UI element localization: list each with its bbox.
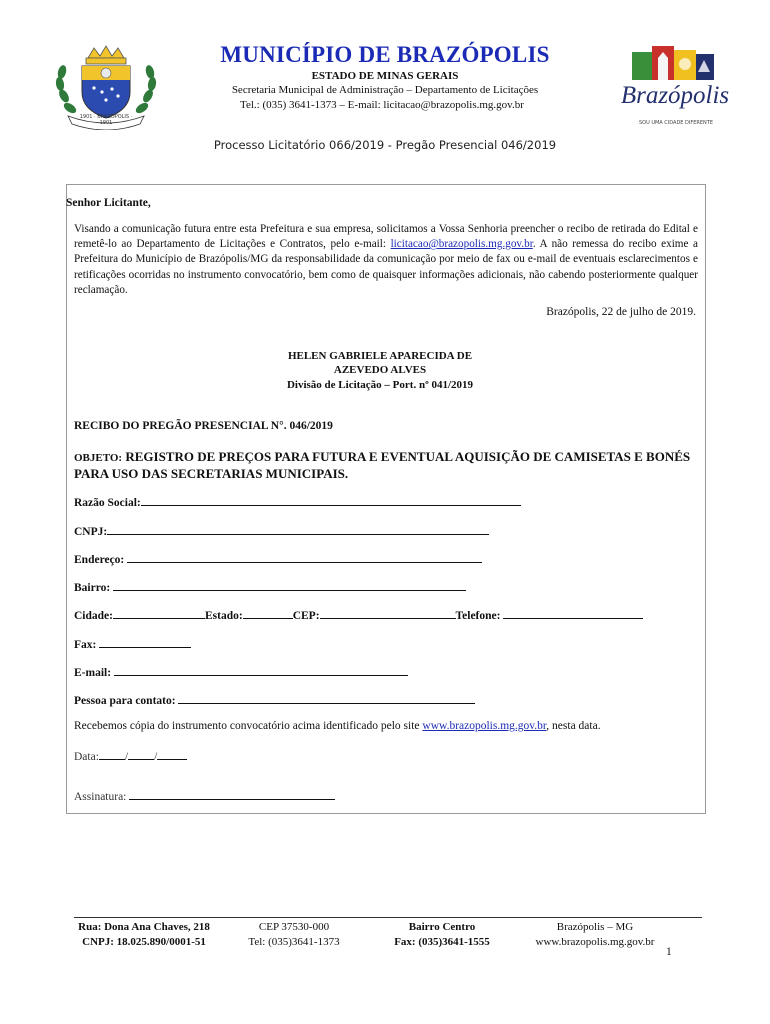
pessoa-contato-blank[interactable] (178, 692, 475, 704)
cidade-label: Cidade: (74, 610, 113, 622)
contact-line: Tel.: (035) 3641-1373 – E-mail: licitacao@brazopolis.mg.gov.br (240, 99, 524, 111)
signatory-name-line-1: HELEN GABRIELE APARECIDA DE (287, 350, 473, 362)
date-separator-1: / (124, 751, 129, 763)
bairro-label: Bairro: (74, 582, 111, 594)
razao-social-blank[interactable] (141, 494, 521, 506)
footer-city-name: Brazópolis – MG (556, 921, 634, 933)
state-name: ESTADO DE MINAS GERAIS (311, 70, 459, 82)
address-details-row (74, 607, 643, 622)
email-field[interactable] (74, 664, 408, 679)
date-month-blank[interactable] (128, 748, 154, 760)
note-text-1: Recebemos cópia do instrumento convocatório acima identificado pelo site (74, 720, 423, 732)
footer-cnpj: CNPJ: 18.025.890/0001-51 (82, 936, 206, 948)
footer-street: Rua: Dona Ana Chaves, 218 (78, 921, 210, 933)
logo-wordmark: Brazópolis (620, 82, 730, 109)
process-number: Processo Licitatório 066/2019 - Pregão Presencial 046/2019 (213, 138, 557, 152)
footer-bairro: Bairro Centro (408, 921, 476, 933)
footer-fax: Fax: (035)3641-1555 (394, 936, 490, 948)
bairro-blank[interactable] (113, 579, 466, 591)
signatory-role: Divisão de Licitação – Port. nº 041/2019 (286, 379, 474, 391)
logo-tagline: SOU UMA CIDADE DIFERENTE (638, 120, 714, 126)
page-title: MUNICÍPIO DE BRAZÓPOLIS (220, 42, 550, 67)
estado-label: Estado: (204, 610, 243, 622)
cnpj-label: CNPJ: (74, 526, 108, 538)
signature-blank[interactable] (129, 788, 335, 800)
razao-social-label: Razão Social: (74, 497, 141, 509)
instructions-paragraph (74, 222, 698, 298)
letter-date: Brazópolis, 22 de julho de 2019. (546, 306, 696, 318)
footer-district (372, 920, 512, 950)
date-year-blank[interactable] (157, 748, 187, 760)
cep-blank[interactable] (320, 607, 456, 619)
pessoa-contato-field[interactable] (74, 692, 475, 707)
signature-label: Assinatura: (74, 791, 127, 803)
department-line: Secretaria Municipal de Administração – Departamento de Licitações (231, 84, 539, 96)
date-day-blank[interactable] (99, 748, 125, 760)
page-number: 1 (666, 946, 672, 958)
footer-address (64, 920, 224, 950)
telefone-blank[interactable] (503, 607, 643, 619)
footer-divider (74, 917, 702, 918)
salutation: Senhor Licitante, (66, 197, 151, 209)
cidade-blank[interactable] (113, 607, 205, 619)
endereco-label: Endereço: (74, 554, 125, 566)
paragraph-text-2: . A não remessa do recibo exime a Prefeitura do Município de Brazópolis/MG da responsabilidade da comunicação por meio de fax ou e-mail de eventuais esclarecimentos e retificações ocorridas no instrumento convocatório, bem como de quaisquer informações adicionais, não cabendo posteriormente qualquer reclamação. (74, 238, 698, 296)
receipt-title: RECIBO DO PREGÃO PRESENCIAL N°. 046/2019 (74, 420, 333, 432)
estado-blank[interactable] (243, 607, 293, 619)
cnpj-field[interactable] (74, 523, 489, 538)
footer-tel: Tel: (035)3641-1373 (248, 936, 340, 948)
fax-label: Fax: (74, 639, 97, 651)
endereco-field[interactable] (74, 551, 482, 566)
object-label: OBJETO: (74, 452, 123, 464)
signature-field[interactable] (74, 788, 335, 803)
bairro-field[interactable] (74, 579, 466, 594)
website-link[interactable]: www.brazopolis.mg.gov.br (422, 720, 547, 732)
footer-postal (224, 920, 364, 950)
date-separator-2: / (154, 751, 158, 763)
razao-social-field[interactable] (74, 494, 521, 509)
email-link[interactable]: licitacao@brazopolis.mg.gov.br (390, 238, 533, 251)
city-brand-logo (612, 42, 730, 132)
date-field[interactable] (74, 748, 187, 763)
footer-website: www.brazopolis.mg.gov.br (535, 936, 655, 948)
endereco-blank[interactable] (127, 551, 482, 563)
email-blank[interactable] (114, 664, 408, 676)
signatory-name-line-2: AZEVEDO ALVES (333, 364, 427, 376)
footer-cep: CEP 37530-000 (258, 921, 330, 933)
note-text-2: , nesta data. (546, 720, 601, 732)
telefone-label: Telefone: (455, 610, 501, 622)
email-label: E-mail: (74, 667, 112, 679)
fax-field[interactable] (74, 636, 191, 651)
cnpj-blank[interactable] (107, 523, 489, 535)
date-label: Data: (74, 751, 99, 763)
receipt-note (74, 720, 601, 732)
seal-ribbon-text: 1901 · BRAZÓPOLIS · 1901 (79, 114, 133, 126)
paragraph-text-1: Visando a comunicação futura entre esta Prefeitura e sua empresa, solicitamos a Vossa Senhoria preencher o recibo de retirada do Edital e remetê-lo ao Departamento de Licitações e Contratos, pelo e-mail: (74, 223, 698, 251)
receipt-object (74, 449, 704, 482)
pessoa-contato-label: Pessoa para contato: (74, 695, 176, 707)
fax-blank[interactable] (99, 636, 191, 648)
footer-city (520, 920, 670, 950)
cep-label: CEP: (292, 610, 320, 622)
municipal-seal (50, 44, 162, 130)
object-text: REGISTRO DE PREÇOS PARA FUTURA E EVENTUAL AQUISIÇÃO DE CAMISETAS E BONÉS PARA USO DAS SECRETARIAS MUNICIPAIS. (74, 449, 691, 481)
